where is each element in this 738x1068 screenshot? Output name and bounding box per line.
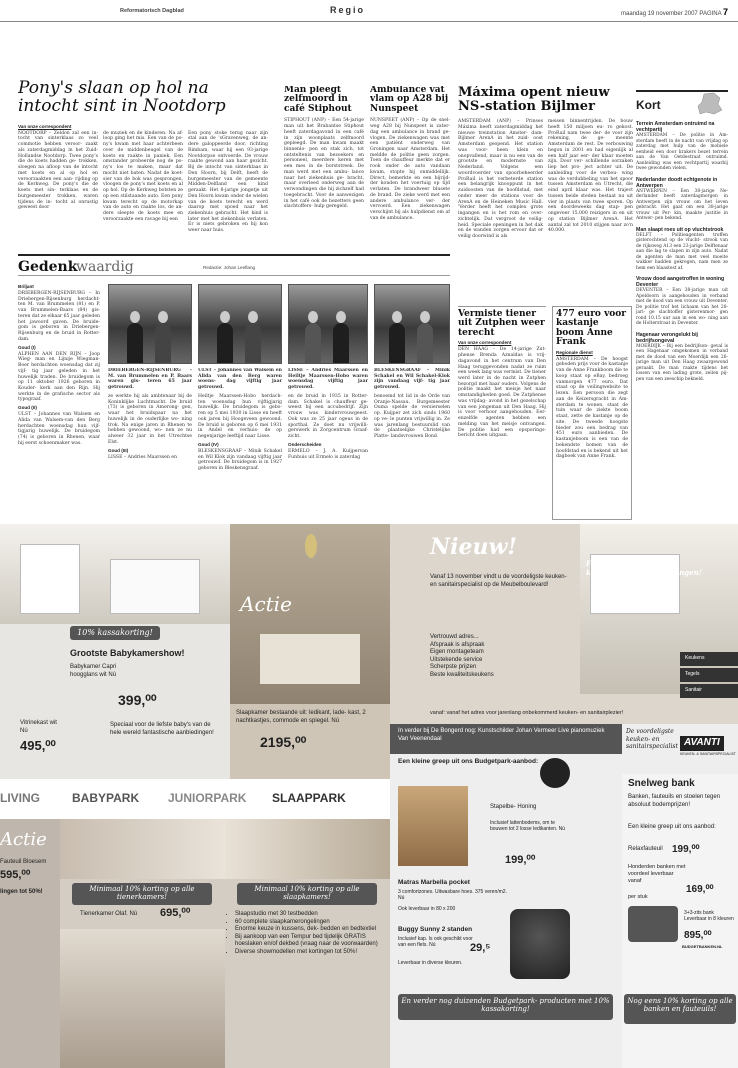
- snelweg-text: Banken, fauteuils en stoelen tegen absoluut bodemprijzen!: [628, 794, 721, 808]
- minimaal-tienerkamers: Minimaal 10% korting op alle tienerkamers!: [72, 883, 212, 905]
- honderden-text: Honderden banken met voordeel leverbaar vanaf: [628, 864, 686, 884]
- stapelbed-title: Stapelbe- Honing: [490, 804, 537, 810]
- ad-snelweg-bank: [622, 774, 738, 1068]
- snelweg-greep: Een kleine greep uit ons aanbod:: [628, 824, 716, 830]
- nieuw-list-item: Afspraak is afspraak: [430, 641, 485, 648]
- bongerd-text: In verder bij De Bongerd nog: Kunstschilder Johan Vermeer Live pianomuziek Van Veenendaal: [398, 728, 605, 742]
- nieuw-list-item: Vertrouwd adres...: [430, 634, 479, 640]
- kort-item-3: [636, 227, 728, 272]
- photo-caption-4: BLESKENSGRAAF – Minik Schakel en Wil Schakel-Klok zijn vandaag vijf- tig jaar getrouwd.: [374, 368, 450, 391]
- netherlands-map-icon: [694, 92, 724, 116]
- babykamershow-title: Grootste Babykamershow!: [70, 648, 185, 658]
- article-pony-col3: Een pony stoke terug naar zijn stal aan de 'sGravenweg, de an- dere galoppeerde door, richting Rimbam, waar hij een 93-jarige Nootdorpse ontvoerde. De vrouw raakte gewond aan haar gezicht. Bij de intocht van sinterklaas in Den Hoorn, bij Delft, heeft de burgemeester van de gemeente Midden-Delfland een kind geraakt. Het 8-jarige jongetje uit Den Hoorn kwam onder de wielen van de koets terecht en werd daarop met spoed naar het ziekenhuis gebracht. Het kind is later met het ziekenhuis verlaten. Er is niets gebroken en hij kon weer naar huis.: [188, 130, 268, 234]
- nieuw-list: [430, 634, 570, 679]
- photo-couple-1: [108, 284, 192, 364]
- article-vermiste-byline: Van onze correspondent: [458, 340, 512, 346]
- gedenk-briljant-head: Briljant: [18, 284, 34, 289]
- kort-item-2-text: ANTWERPEN – Een 38-jarige Ne- derlander heeft zaterdagmorgen in Antwerpen zijn vrouw om het leven gebracht. Het gaat om een 38-jarige vrouw uit Per- kin, maakte justitie in Antwer- pen bekend.: [636, 188, 728, 221]
- masthead: [0, 0, 738, 22]
- buggy-colors: Leverbaar in diverse kleuren.: [398, 960, 463, 966]
- slaap-list-item: • 60 complete slaapkamerongelingen: [235, 919, 385, 927]
- budgetpark-badge: [540, 758, 570, 788]
- slaap-list-item: • Bij aankoop van een Tempur bed tijdelijk GRATIS hoeslaken en/of dekbed (vraag naar de voorwaarden): [235, 934, 385, 949]
- ad-slaapkamers: [225, 819, 390, 1068]
- article-ambulance: [370, 86, 450, 246]
- honderden-price: 169,⁰⁰: [686, 884, 714, 895]
- kort-item-1-text: AMSTERDAM – De politie in Am- sterdam heeft in de nacht van vrijdag op zaterdag met hulp van de mobiele eenheid een door krakers bezet terrein aan de Van Oetdestraat ontruimd. Aanleiding was een vechtpartij waarbij twee gewonden vielen.: [636, 133, 728, 171]
- kort-item-1-head: Terrein Amsterdam ontruimd na vechtpartij: [636, 121, 715, 133]
- ad-babypark: [0, 524, 230, 779]
- paper-name: Reformatorisch Dagblad: [120, 8, 184, 14]
- nieuw-list-item: Beste kwaliteitskeukens: [430, 671, 494, 678]
- section-name: Regio: [330, 5, 366, 15]
- gedenk-col2: [108, 368, 192, 516]
- nieuw-list-item: Uitstekende service: [430, 656, 483, 663]
- slaapkamer-price: 2195,⁰⁰: [260, 734, 307, 750]
- article-annefrank-text: AMSTERDAM – De hoogst geboden prijs voor de kastanje van de Anne Frankboom die te koop staat op eBay, bedroeg vanmorgen 477 euro. Dat staat op de veilingwebsite te lezen. Een persoon die zegt aan de Keizersgracht in Am- sterdam te wonen, staat de tuin waar de ziekte boom staat, zette de kastanje op de site. De tweede hoogste bieder zou een bedrag van 451 euro aanbieden. De kastanjeboom is een van de bekendste bomen van de hoofdstad en is bekend uit het dagboek van Anne Frank.: [556, 356, 628, 460]
- kort-item-5: [636, 332, 728, 383]
- kassakorting-badge: 10% kassakorting!: [70, 626, 160, 640]
- gedenk-col1: [18, 282, 100, 516]
- relaxfauteuil-label: Relaxfauteuil: [628, 846, 663, 852]
- gedenk-goud4-text: BLESKENSGRAAF – Minik Schakel en Wil Klok zijn vandaag vijftig jaar getrouwd. De bruidegom is in 1927 geboren in Bleskensgraaf.: [198, 448, 282, 472]
- kort-item-5-head: Hagenaar verongelukt bij bedrijfsongeval: [636, 331, 698, 344]
- gedenk-col4: [288, 368, 368, 516]
- article-maxima: [458, 86, 633, 306]
- article-zelfmoord-text: STIPHOUT (ANP) – Een 54-jarige man uit het Brabantse Stiphout heeft zaterdagavond in een café in zijn woonplaats zelfmoord gepleegd. De man kwam maakt binnenlo- pen en stak zich, tot ontsteltenis van bezoekers en personeel, meerdere keren met een mes in de borststreek. De man werd met een ambu- lance naar het ziekenhuis ge- bracht, maar overleed onderweg aan de verwondingen die hij zichzelf had toegebracht. Voor de aanwezigen in het café ook de bezetters geen slachtoffers- hulp geregeld.: [284, 118, 364, 210]
- ad-budgetpark: [390, 754, 622, 1068]
- sanitair-label: Sanitair: [680, 684, 738, 698]
- article-pony-col1: NOOTDORP – Zeldon zal een in- tocht van sinterklaas zo veel commotie hebben veroor- zaakt als zaterdagmiddag in het Zuid-Hollandse Nootdorp. Twee pony's die de koets hadden ge- trokken, sloegen na afloop van de intocht met koets en al op hol en veroorzaakten een aan- rijding op de Kerkweg. De pony's die de koets met sin- terklaas en de burgemeester trokken, waren tijdens de in- tocht al onrustig geweest door: [18, 130, 98, 211]
- gedenk-goud2-head: Goud (II): [18, 405, 37, 411]
- sofa-photo: [628, 906, 678, 942]
- gedenk-col3-text: Heiltje Maarssen-Hobo herdach- ten woensdag hun vijftigjarig huwelijk. De bruidegom is gebo- ren op 5 mei 1930 in Lisse en heeft ook jaren bij Hoogeveen gewoond. De bruid is geboren op 6 mei 1931 in Andel en verhuis- de op negenjarige leeftijd naar Lisse.: [198, 393, 282, 440]
- gedenk-briljant-text: DRIEBERGEN-RIJSENBURG – In Driebergen-Rijsenburg herdacht- ten M. van Brummelen (81) en P. van Brummelen-Baars (84) gis- teren dat ze elkaar 65 jaar geleden het jawoord gaven. De bruide- gom is geboren in Driebergen- Rijsenburg en de bruid in Rotter- dam.: [18, 291, 100, 342]
- ad-nieuw-keukens: [390, 524, 738, 724]
- article-annefrank-title: 477 euro voor kastanje boom Anne Frank: [556, 309, 627, 348]
- gedenk-goud1-text: ALPHEN AAN DEN RIJN – Joop Wieg- man en Lijnije Wiegman-Boer herdachten woensdag dat zij vijf- tig jaar geleden in het huwelijk traden. De bruidegom is op 11 oktober 1926 geboren in Kouder- kerk aan den Rijn. Hij werkte in de grafische sector als typograaf.: [18, 351, 100, 403]
- page-number: 7: [722, 7, 728, 17]
- photo-caption-1: DRIEBERGEN-RIJSENBURG – M. van Brummelen en P. Baars waren gis- teren 65 jaar getrouwd.: [108, 368, 192, 391]
- stapelbed-text: Inclusief lattenbodems, om te bouwen tot 2 losse ledikanten. Nú: [490, 820, 566, 833]
- kort-title: Kort: [636, 98, 661, 112]
- article-annefrank: [552, 306, 632, 520]
- budgetbanken-logo: BUDGETBANKEN.NL: [682, 944, 723, 949]
- vitrinekast-text: Vitrinekast wit Nú: [20, 720, 57, 734]
- date-text: maandag 19 november 2007 PAGINA: [621, 11, 722, 17]
- juniorpark-logo: JUNIORPARK: [168, 791, 247, 805]
- ad-actie-slaapkamer: [230, 524, 390, 779]
- vanaf-text: vanaf: vanaf het adres voor jarenlang onbekommerd keuken- en sanitairplezier!: [430, 710, 624, 716]
- article-zelfmoord: [284, 86, 364, 246]
- article-maxima-title: Máxima opent nieuw NS-station Bijlmer: [458, 86, 610, 114]
- voordeligste-text: De voordeligste keuken- en sanitairspecialist: [626, 728, 678, 750]
- fauteuil-text: Fauteuil Bloesem: [0, 859, 47, 865]
- nieuw-text: Vanaf 13 november vindt u de voordeligste keuken- en sanitairspecialist op de Meubelboulevard!: [430, 574, 567, 588]
- gedenk-onderscheiden-head: Onderscheiden: [288, 441, 322, 447]
- actie2-label: Actie: [0, 829, 47, 850]
- nieuw-list-item: Eigen montageteam: [430, 649, 484, 655]
- article-ambulance-title: Ambulance vat vlam op A28 bij Nunspeet: [370, 86, 449, 114]
- bank-price: 895,⁰⁰: [684, 930, 712, 941]
- ad-living-actie: [0, 819, 60, 1068]
- ad-avanti: [622, 724, 738, 774]
- article-pony-title: Pony's slaan op hol na intocht sint in Nootdorp: [18, 80, 226, 116]
- snelweg-title: Snelweg bank: [628, 778, 695, 789]
- speciaal-text: Speciaal voor de liefste baby's van de hele wereld fantastische aanbiedingen!: [110, 722, 214, 736]
- gedenk-title-bold: Gedenk: [18, 259, 78, 275]
- gedenk-redactie: Redactie: Johan Leeflang: [203, 265, 256, 270]
- kort-item-4-text: DEVENTER – Een 38-jarige man uit Apeldoorn is aangehouden in verband met de dood van een vrouw uit Deventer. De politie trof het lichaam van het 28-jari- ge slachtoffer gisterenmor- gen rond 10.15 uur aan in een wo- ning aan de Holterstraat in Deventer.: [636, 288, 728, 326]
- photo-caption-3: LISSE – Andries Maarssen en Heiltje Maarssen-Hobo waren woensdag vijftig jaar getrouwd.: [288, 368, 368, 391]
- stapelbed-price: 199,⁰⁰: [505, 854, 536, 866]
- article-ambulance-text: NUNSPEET (ANP) – Op de snel- weg A28 bij Nunspeet is zater- dag een ambulance in brand ge- vlogen. De ziekenwagen was met een patiënt onderweg van Groningen naar Amsterdam. Het meldde de politie geen zorgen. Toen de chauffeur merkte dat er rook onder de auto vandaan kwam, stopte hij onmiddellijk. Direct, bemerkte en een bijrijd- der konden het voertuig op tijd verlaten. De brandweer blusete de brand. De zieke werd met een andere ambulance ver- der vervoerd. Een ziekenwagen verschijnt bij als hulpdienst om af van de ambulance.: [370, 118, 450, 221]
- gedenk-col3: [198, 368, 282, 516]
- babypark-logo: BABYPARK: [72, 791, 140, 805]
- relaxfauteuil-price: 199,⁰⁰: [672, 844, 700, 855]
- kort-column: [636, 90, 728, 520]
- kort-item-2: [636, 177, 728, 222]
- article-vermiste-text: DEN HAAG – De 14-jarige Zut- phense Brenda Aznaldas is vrij- dagavond in het centrum van Den Haag teruggevonden nadat ze ruim een week lang was vermist. De tiener werd later in de nacht in Zutphen bezorgd met haar ouders. Volgens de politie maakt het meisje het naar omstandigheden goed. De Zutphense was vrijdag- avond in het gezelschap van een jongeman uit Den Haag. Hij is voor verhoor aangehouden. Eer- enzelfde agenten hebben een melding van het meisje ontvangen. De politie had een opsporings- bericht doen uitgaan.: [458, 347, 546, 439]
- gedenkwaardig-section: [18, 254, 450, 516]
- tegels-label: Tegels: [680, 668, 738, 682]
- buggy-price: 29,⁵: [470, 942, 491, 954]
- gedenk-goud3-head: Goud (III): [108, 447, 129, 453]
- slaappark-logo: SLAAPPARK: [272, 791, 346, 805]
- honderden-per: per stuk: [628, 894, 648, 900]
- slaapkamer-photo: [225, 819, 390, 879]
- article-pony-col2: de muziek en de kinderen. Na af- loop ging het mis. Een van de po- ny's kwam met haar achterbeen over de middenbeugel van de koets en raakte in paniek. Een omstander probeerde nog de po- ny's los te maken, maar dat mocht niet baten. Nadat de koet- sier van de bok was gesprongen, vloogen de pony's met koets en al op hol. Op de Kerkweg botsten ze op een stilstaande auto. Een pony kwam terecht op de motorkap van de auto en raakte los, de an- dere sleepte de koets mee en veroorzaakte een ravage bij een: [103, 130, 183, 222]
- article-maxima-col1: AMSTERDAM (ANP) – Prinses Máxima heeft zaterdagmiddag het nieuwe treinstation Amster- dam-Bijlmer ArenA in het zuid- oost Amsterdam geopend. Het station was voor- heen klein en onopvallend, maar is nu een van de grootste en modernste van Nederland. Volgens een woordvoerder van spoorbeheerder ProRail is het verbeterde station een belangrijk knooppunt in het zuidoosten van de hoofdstad, met onder meer de stations voor de ArenA en de Heineken Music Hall. 'Verder heeft het complex grote ingangen en is het rom en over- zichtelijk. Dat vergroot de veilig- heid. Speciale openingen in het dak en de wanden zorgen ervoor dat er veilig doorwind is als: [458, 119, 543, 239]
- photo-couple-2: [198, 284, 282, 364]
- kort-item-2-head: Nederlander doodt echtgenote in Antwerpen: [636, 176, 718, 189]
- gedenk-goud2-text: ULST – Johannes van Walsem en Alida van Walsem-van den Berg herdachten woensdag hun vijf- tigjarig huwelijk. De bruidegom (74) is geboren in Rhenen, waar hij eerst schoenmaker was.: [18, 412, 100, 446]
- minimaal-slaapkamers: Minimaal 10% korting op alle slaapkamers!: [237, 883, 377, 905]
- photo-couple-4: [374, 284, 450, 364]
- gedenk-col5: [374, 368, 450, 516]
- article-vermiste: [458, 306, 546, 520]
- tienerkamer-price: 695,⁰⁰: [160, 907, 191, 919]
- kort-item-3-head: Man slaapt roes uit op vluchtstrook: [636, 226, 724, 233]
- kort-item-3-text: DELFT – Politieagenten troffen gisterochtend op de vlucht- strook van de rijksweg A13 een 23-jarige Delftenaar aan die lag te slapen in zijn auto. Nadat de agenten de man met veel moeite wakker hadden gekregen, nam men ze hem een blaastest af.: [636, 232, 728, 271]
- lingen-text: lingen tot 50%!: [0, 889, 43, 895]
- matras-text-2: Ook leverbaar in 80 x 200: [398, 906, 456, 912]
- living-logo: LIVING: [0, 791, 41, 805]
- article-maxima-col2: meisen binnentrijden. De bouw heeft 150 miljoen eu- ro gekost. ProRail nam twee der- de voor zijn rekening, de ge- meente Amsterdam de rest. De verbouwing begon in 2001 en had eigenlijk al een half jaar eer- der klaar moeten zijn. Door ver- schillende oorzaken liep het pro- ject achter uit. De aanleiding voor de verbou- wing was de verdubbeling van het spoor tussen Amsterdam en Utrecht, die eind april klaar was. Het traject tussen beide steden bestaat nu uit vier in plaats van twee sporen. Op een doordeweeks dag stap- pen ongeveer 15.000 reizigers in en uit op station Bijlmer ArenA. Het aantal zal tot 2010 stijgen naar zo'n 40.000.: [548, 119, 633, 234]
- buggy-text: Inclusief kap. Is ook geschikt voor van een flets. Nú: [398, 936, 473, 949]
- photo-caption-2: ULST – Johannes van Walsem en Alida van den Berg waren woens- dag vijftig jaar getrouwd.: [198, 368, 282, 391]
- slaap-list-item: • Slaapstudio met 30 testbedden: [235, 911, 385, 919]
- tienerkamer-text: Tienerkamer Olaf. Nú: [80, 911, 138, 917]
- babykamer-price: 399,⁰⁰: [118, 692, 157, 708]
- gedenk-goud4-head: Goud (IV): [198, 441, 219, 447]
- gedenk-title-light: waardig: [76, 259, 134, 275]
- nieuw-title: Nieuw!: [430, 534, 518, 560]
- ad-bongerd: [390, 724, 622, 754]
- kort-item-4-head: Vrouw dood aangetroffen in woning Deventer: [636, 276, 725, 288]
- article-zelfmoord-title: Man pleegt zelfmoord in café Stiphout: [284, 86, 352, 114]
- budgetpark-footer: En verder nog duizenden Budgetpark- producten met 10% kassakorting!: [398, 994, 613, 1020]
- photo-couple-3: [288, 284, 368, 364]
- avanti-logo: AVANTI: [680, 736, 724, 751]
- advertisement-area: [0, 524, 738, 1068]
- ad-tienerkamer: [60, 819, 225, 1068]
- article-pony: [18, 80, 268, 250]
- nieuw-list-item: Scherpste prijzen: [430, 664, 477, 670]
- buggy-title: Buggy Sunny 2 standen: [398, 926, 473, 933]
- budgetpark-intro: Een kleine greep uit ons Budgetpark-aanbod:: [398, 758, 539, 765]
- kort-header: [636, 90, 728, 116]
- gedenkwaardig-header: [18, 254, 450, 276]
- gedenk-col5-text: benoemd tot lid in de Orde van Oranje-Nassau. Burgemeester Ouma spelde de versierselen op. Kuijper zet zich sinds 1960 op ve- le punten vrijwillig in. Ze was jarenlang bestuurslid van de plaatselijke Christelijke Platte- landsvrouwen Bond.: [374, 393, 450, 440]
- slaapkamer-text: Slaapkamer bestaande uit: ledikant, lade- kast, 2 nachtkastjes, commode en spiegel. Nú: [236, 710, 366, 724]
- page-date: [621, 7, 728, 17]
- gedenk-goud1-head: Goud (I): [18, 344, 36, 350]
- snelweg-footer: Nog eens 10% korting op alle banken en fauteuils!: [624, 994, 736, 1024]
- bank-text: 3+3-zits bank Leverbaar in 8 kleuren: [684, 910, 734, 923]
- tienerkamer-photo-2: [60, 929, 225, 1068]
- article-pony-byline: Van onze correspondent: [18, 123, 72, 129]
- actie-label: Actie: [240, 592, 292, 616]
- fauteuil-price: 595,⁰⁰: [0, 869, 31, 881]
- gedenk-col2-text: ze werkte hij als ambtenaar bij de Koninklijke Luchtmacht. De bruid (73) is geboren in Amerong- gen, waar het bruidspaar na het huwelijk in de ouderlijke wo- ning trok. Na enige jaren in Rhenen te hebben gewoond, wo- nen ze nu alweer 32 jaar in het Utrechtse Elst.: [108, 393, 192, 445]
- slaap-list: [235, 911, 385, 956]
- gedenk-col4-text: en de bruid in 1935 in Rotter- dam. Schakel is chauffeur ge- weest bij een accubedrijf. Zijn vrouw was kindervrouwgeest. Ook was ze 25 jaar ogeus in de sporthal. Ze doet nu vrijwilli- gerswerk in Zorgcentrum Graaf- zicht.: [288, 393, 368, 440]
- slaap-list-item: • Diverse showmodellen met kortingen tot 50%!: [235, 949, 385, 957]
- ad-logo-row: [0, 779, 390, 819]
- babykamer-text: Babykamer Capri hoogglans wit Nú: [70, 664, 117, 678]
- keukens-label: Keukens: [680, 652, 738, 666]
- gedenk-goud3-text: LISSE – Andries Maarssen en: [108, 454, 177, 460]
- matras-title: Matras Marbella pocket: [398, 879, 470, 886]
- vitrinekast-price: 495,⁰⁰: [20, 738, 56, 753]
- slaap-list-item: • Enorme keuze in kussens, dek- bedden en bedtextiel: [235, 926, 385, 934]
- kort-item-4: [636, 276, 728, 327]
- stapelbed-photo: [398, 786, 468, 866]
- article-vermiste-title: Vermiste tiener uit Zutphen weer terecht: [458, 309, 545, 338]
- matras-text: 3 comfortzones. Uitwasbare hoes. 375 veren/m2. Nú: [398, 889, 507, 902]
- fantastische-label: Fantastische kennismakingsaanbiedingen!: [586, 559, 702, 577]
- buggy-photo: [510, 909, 570, 979]
- tienerkamer-photo: [60, 819, 225, 879]
- kort-item-1: [636, 121, 728, 172]
- kort-item-5-text: MOERDIJK – Bij een bedrijfson- geval is een Hagenaar omgekomen in verband met de dood van een Moerdijk een 26-jarige man uit Den Haag zwaargewond geraakt. De man raakte tijdens het lossen van een lading grote, zeilen pij- pen van een zeeschip bekneld.: [636, 343, 728, 382]
- article-annefrank-byline: Regionale dienst: [556, 349, 593, 355]
- gedenk-onderscheiden-text: ERMELO – J. A. Kuijpervan Funhuis uit Ermelo is zaterdag: [288, 448, 368, 460]
- avanti-sub: KEUKEN- & SANITAIRSPECIALIST: [680, 752, 736, 756]
- babyroom-photo: [0, 524, 230, 624]
